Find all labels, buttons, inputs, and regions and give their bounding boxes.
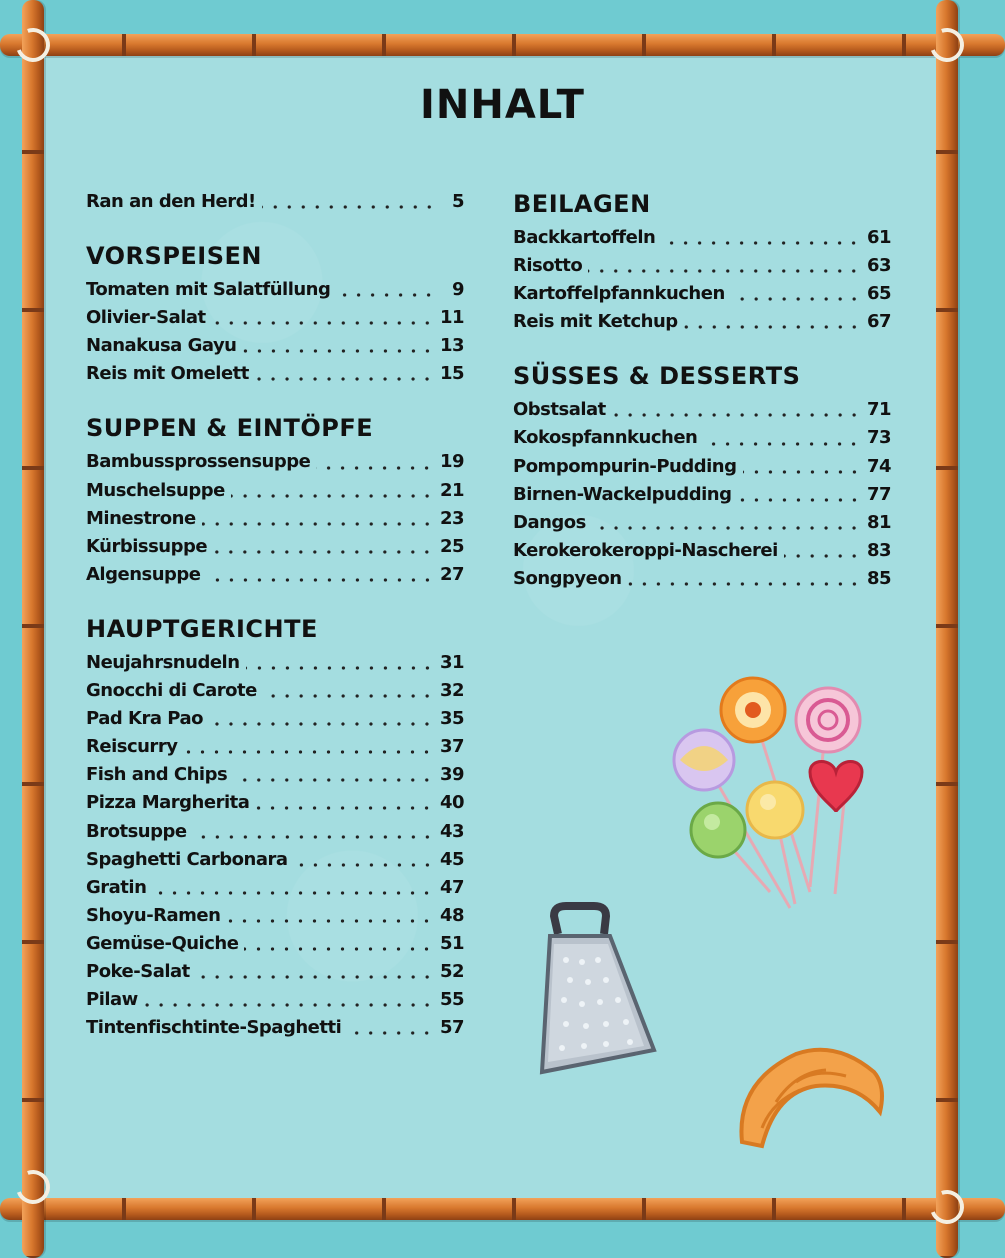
toc-entry-page: 83 — [866, 539, 891, 561]
toc-entry-page: 65 — [866, 283, 891, 305]
page-title: INHALT — [420, 82, 585, 128]
toc-entry[interactable] — [86, 649, 464, 677]
toc-entry-page: 31 — [439, 651, 464, 673]
toc-entry-label: Songpyeon — [513, 567, 622, 589]
toc-entry-page: 32 — [439, 680, 464, 702]
toc-entry[interactable] — [86, 677, 464, 705]
toc-entry[interactable] — [86, 761, 464, 789]
toc-entry-label: Kartoffelpfannkuchen — [513, 283, 725, 305]
toc-entry-page: 43 — [439, 820, 464, 842]
toc-entry-page: 39 — [439, 764, 464, 786]
toc-entry-label: Reis mit Ketchup — [513, 311, 678, 333]
dot-leader — [684, 325, 861, 329]
toc-entry[interactable] — [86, 846, 464, 874]
toc-entry[interactable] — [86, 276, 464, 304]
dot-leader — [743, 470, 861, 474]
toc-entry[interactable] — [86, 1014, 464, 1042]
toc-entry[interactable] — [86, 818, 464, 846]
dot-leader — [233, 778, 434, 782]
toc-entry[interactable] — [86, 533, 464, 561]
toc-entry[interactable] — [513, 509, 891, 537]
dot-leader — [244, 947, 434, 951]
section-heading: SUPPEN & EINTÖPFE — [86, 414, 374, 443]
toc-entry-label: Pad Kra Pao — [86, 708, 203, 730]
dot-leader — [196, 975, 434, 979]
dot-leader — [592, 526, 861, 530]
toc-entry[interactable] — [513, 481, 891, 509]
toc-entry[interactable] — [513, 308, 891, 336]
toc-entry-label: Nanakusa Gayu — [86, 335, 237, 357]
toc-entry[interactable] — [86, 477, 464, 505]
dot-leader — [231, 494, 434, 498]
bamboo-right — [936, 0, 958, 1258]
lollipops-illustration — [660, 672, 890, 912]
dot-leader — [336, 293, 436, 297]
toc-entry-page: 77 — [866, 483, 891, 505]
toc-entry-page: 48 — [439, 904, 464, 926]
bamboo-left — [22, 0, 44, 1258]
toc-entry[interactable] — [513, 396, 891, 424]
toc-entry-label: Algensuppe — [86, 563, 201, 585]
toc-entry[interactable] — [513, 453, 891, 481]
toc-entry-label: Shoyu-Ramen — [86, 904, 221, 926]
toc-entry[interactable] — [86, 332, 464, 360]
dot-leader — [243, 349, 434, 353]
toc-entry-label: Birnen-Wackelpudding — [513, 483, 732, 505]
toc-entry-page: 25 — [439, 535, 464, 557]
toc-entry-page: 47 — [439, 876, 464, 898]
toc-entry-label: Kokospfannkuchen — [513, 427, 698, 449]
toc-entry-intro[interactable] — [86, 188, 464, 216]
dot-leader — [262, 205, 436, 209]
toc-entry-label: Bambussprossensuppe — [86, 451, 311, 473]
toc-entry-page: 37 — [439, 736, 464, 758]
toc-entry[interactable] — [513, 224, 891, 252]
toc-entry-page: 52 — [439, 960, 464, 982]
toc-entry-label: Reiscurry — [86, 736, 178, 758]
toc-entry-page: 74 — [866, 455, 891, 477]
toc-entry-page: 67 — [866, 311, 891, 333]
bamboo-bottom — [0, 1198, 1005, 1220]
section-heading: BEILAGEN — [513, 190, 651, 218]
toc-entry-page: 63 — [866, 255, 891, 277]
toc-entry-page: 21 — [439, 479, 464, 501]
dot-leader — [213, 550, 434, 554]
dot-leader — [263, 694, 434, 698]
toc-left-column — [86, 188, 464, 1042]
grater-illustration — [536, 900, 660, 1076]
dot-leader — [183, 750, 434, 754]
toc-entry-label: Tomaten mit Salatfüllung — [86, 279, 331, 301]
toc-entry-label: Muschelsuppe — [86, 479, 225, 501]
dot-leader — [661, 241, 861, 245]
dot-leader — [703, 442, 861, 446]
dot-leader — [316, 466, 434, 470]
dot-leader — [212, 321, 434, 325]
toc-entry-page: 27 — [439, 563, 464, 585]
toc-entry[interactable] — [86, 505, 464, 533]
toc-entry-label: Dangos — [513, 511, 586, 533]
toc-entry-page: 71 — [866, 399, 891, 421]
dot-leader — [255, 377, 434, 381]
toc-entry-label: Pilaw — [86, 989, 138, 1011]
toc-entry-page: 51 — [439, 932, 464, 954]
toc-entry[interactable] — [86, 733, 464, 761]
dot-leader — [246, 666, 434, 670]
toc-entry-label: Ran an den Herd! — [86, 191, 256, 212]
dot-leader — [784, 554, 861, 558]
toc-entry-label: Brotsuppe — [86, 820, 187, 842]
toc-entry[interactable] — [86, 360, 464, 388]
toc-entry-page: 23 — [439, 507, 464, 529]
section-heading: VORSPEISEN — [86, 242, 262, 271]
dot-leader — [731, 297, 861, 301]
toc-entry-label: Kürbissuppe — [86, 535, 208, 557]
toc-entry[interactable] — [513, 252, 891, 280]
bamboo-top — [0, 34, 1005, 56]
toc-entry-page: 15 — [439, 363, 464, 385]
toc-entry[interactable] — [513, 565, 891, 593]
toc-entry-label: Pizza Margherita — [86, 792, 250, 814]
toc-entry[interactable] — [86, 930, 464, 958]
toc-entry-page: 5 — [451, 191, 464, 212]
toc-entry-label: Poke-Salat — [86, 960, 190, 982]
toc-entry[interactable] — [86, 986, 464, 1014]
toc-entry-page: 55 — [439, 989, 464, 1011]
toc-entry-label: Backkartoffeln — [513, 227, 656, 248]
toc-entry-page: 35 — [439, 708, 464, 730]
toc-entry-page: 40 — [439, 792, 464, 814]
toc-entry[interactable] — [86, 448, 464, 476]
toc-entry-label: Pompompurin-Pudding — [513, 455, 737, 477]
toc-entry-label: Obstsalat — [513, 399, 606, 421]
toc-entry-label: Gemüse-Quiche — [86, 932, 239, 954]
toc-entry[interactable] — [86, 958, 464, 986]
toc-entry-label: Reis mit Omelett — [86, 363, 249, 385]
toc-entry[interactable] — [513, 537, 891, 565]
section-heading: HAUPTGERICHTE — [86, 614, 318, 643]
dot-leader — [209, 722, 434, 726]
toc-right-column — [513, 190, 891, 593]
toc-entry-page: 61 — [866, 227, 891, 248]
toc-entry-label: Spaghetti Carbonara — [86, 848, 288, 870]
toc-entry-label: Fish and Chips — [86, 764, 228, 786]
toc-entry[interactable] — [513, 424, 891, 452]
dot-leader — [612, 413, 861, 417]
toc-entry[interactable] — [86, 304, 464, 332]
toc-entry-page: 73 — [866, 427, 891, 449]
toc-entry[interactable] — [86, 705, 464, 733]
toc-entry[interactable] — [86, 561, 464, 589]
toc-entry-page: 45 — [439, 848, 464, 870]
toc-entry-page: 57 — [439, 1017, 464, 1039]
toc-entry-page: 9 — [451, 279, 464, 301]
toc-entry-page: 11 — [439, 307, 464, 329]
toc-entry-page: 81 — [866, 511, 891, 533]
toc-entry-label: Tintenfischtinte-Spaghetti — [86, 1017, 342, 1039]
section-heading: SÜSSES & DESSERTS — [513, 362, 801, 391]
toc-entry-label: Risotto — [513, 255, 583, 277]
toc-entry[interactable] — [86, 902, 464, 930]
toc-entry-label: Gratin — [86, 876, 147, 898]
toc-entry-label: Kerokerokeroppi-Nascherei — [513, 539, 778, 561]
dot-leader — [347, 1031, 434, 1035]
dot-leader — [226, 919, 433, 923]
toc-entry[interactable] — [86, 789, 464, 817]
toc-entry-label: Neujahrsnudeln — [86, 651, 240, 673]
toc-entry-page: 19 — [439, 451, 464, 473]
dot-leader — [144, 1003, 434, 1007]
toc-entry-label: Minestrone — [86, 507, 196, 529]
dot-leader — [152, 891, 434, 895]
toc-entry-label: Gnocchi di Carote — [86, 680, 257, 702]
toc-entry[interactable] — [86, 874, 464, 902]
toc-entry[interactable] — [513, 280, 891, 308]
dot-leader — [207, 578, 434, 582]
toc-entry-page: 13 — [439, 335, 464, 357]
dot-leader — [588, 269, 861, 273]
croissant-illustration — [736, 1042, 886, 1152]
dot-leader — [738, 498, 861, 502]
dot-leader — [255, 806, 434, 810]
dot-leader — [294, 863, 434, 867]
toc-entry-page: 85 — [866, 567, 891, 589]
dot-leader — [193, 835, 434, 839]
toc-entry-label: Olivier-Salat — [86, 307, 206, 329]
dot-leader — [202, 522, 434, 526]
dot-leader — [628, 582, 861, 586]
